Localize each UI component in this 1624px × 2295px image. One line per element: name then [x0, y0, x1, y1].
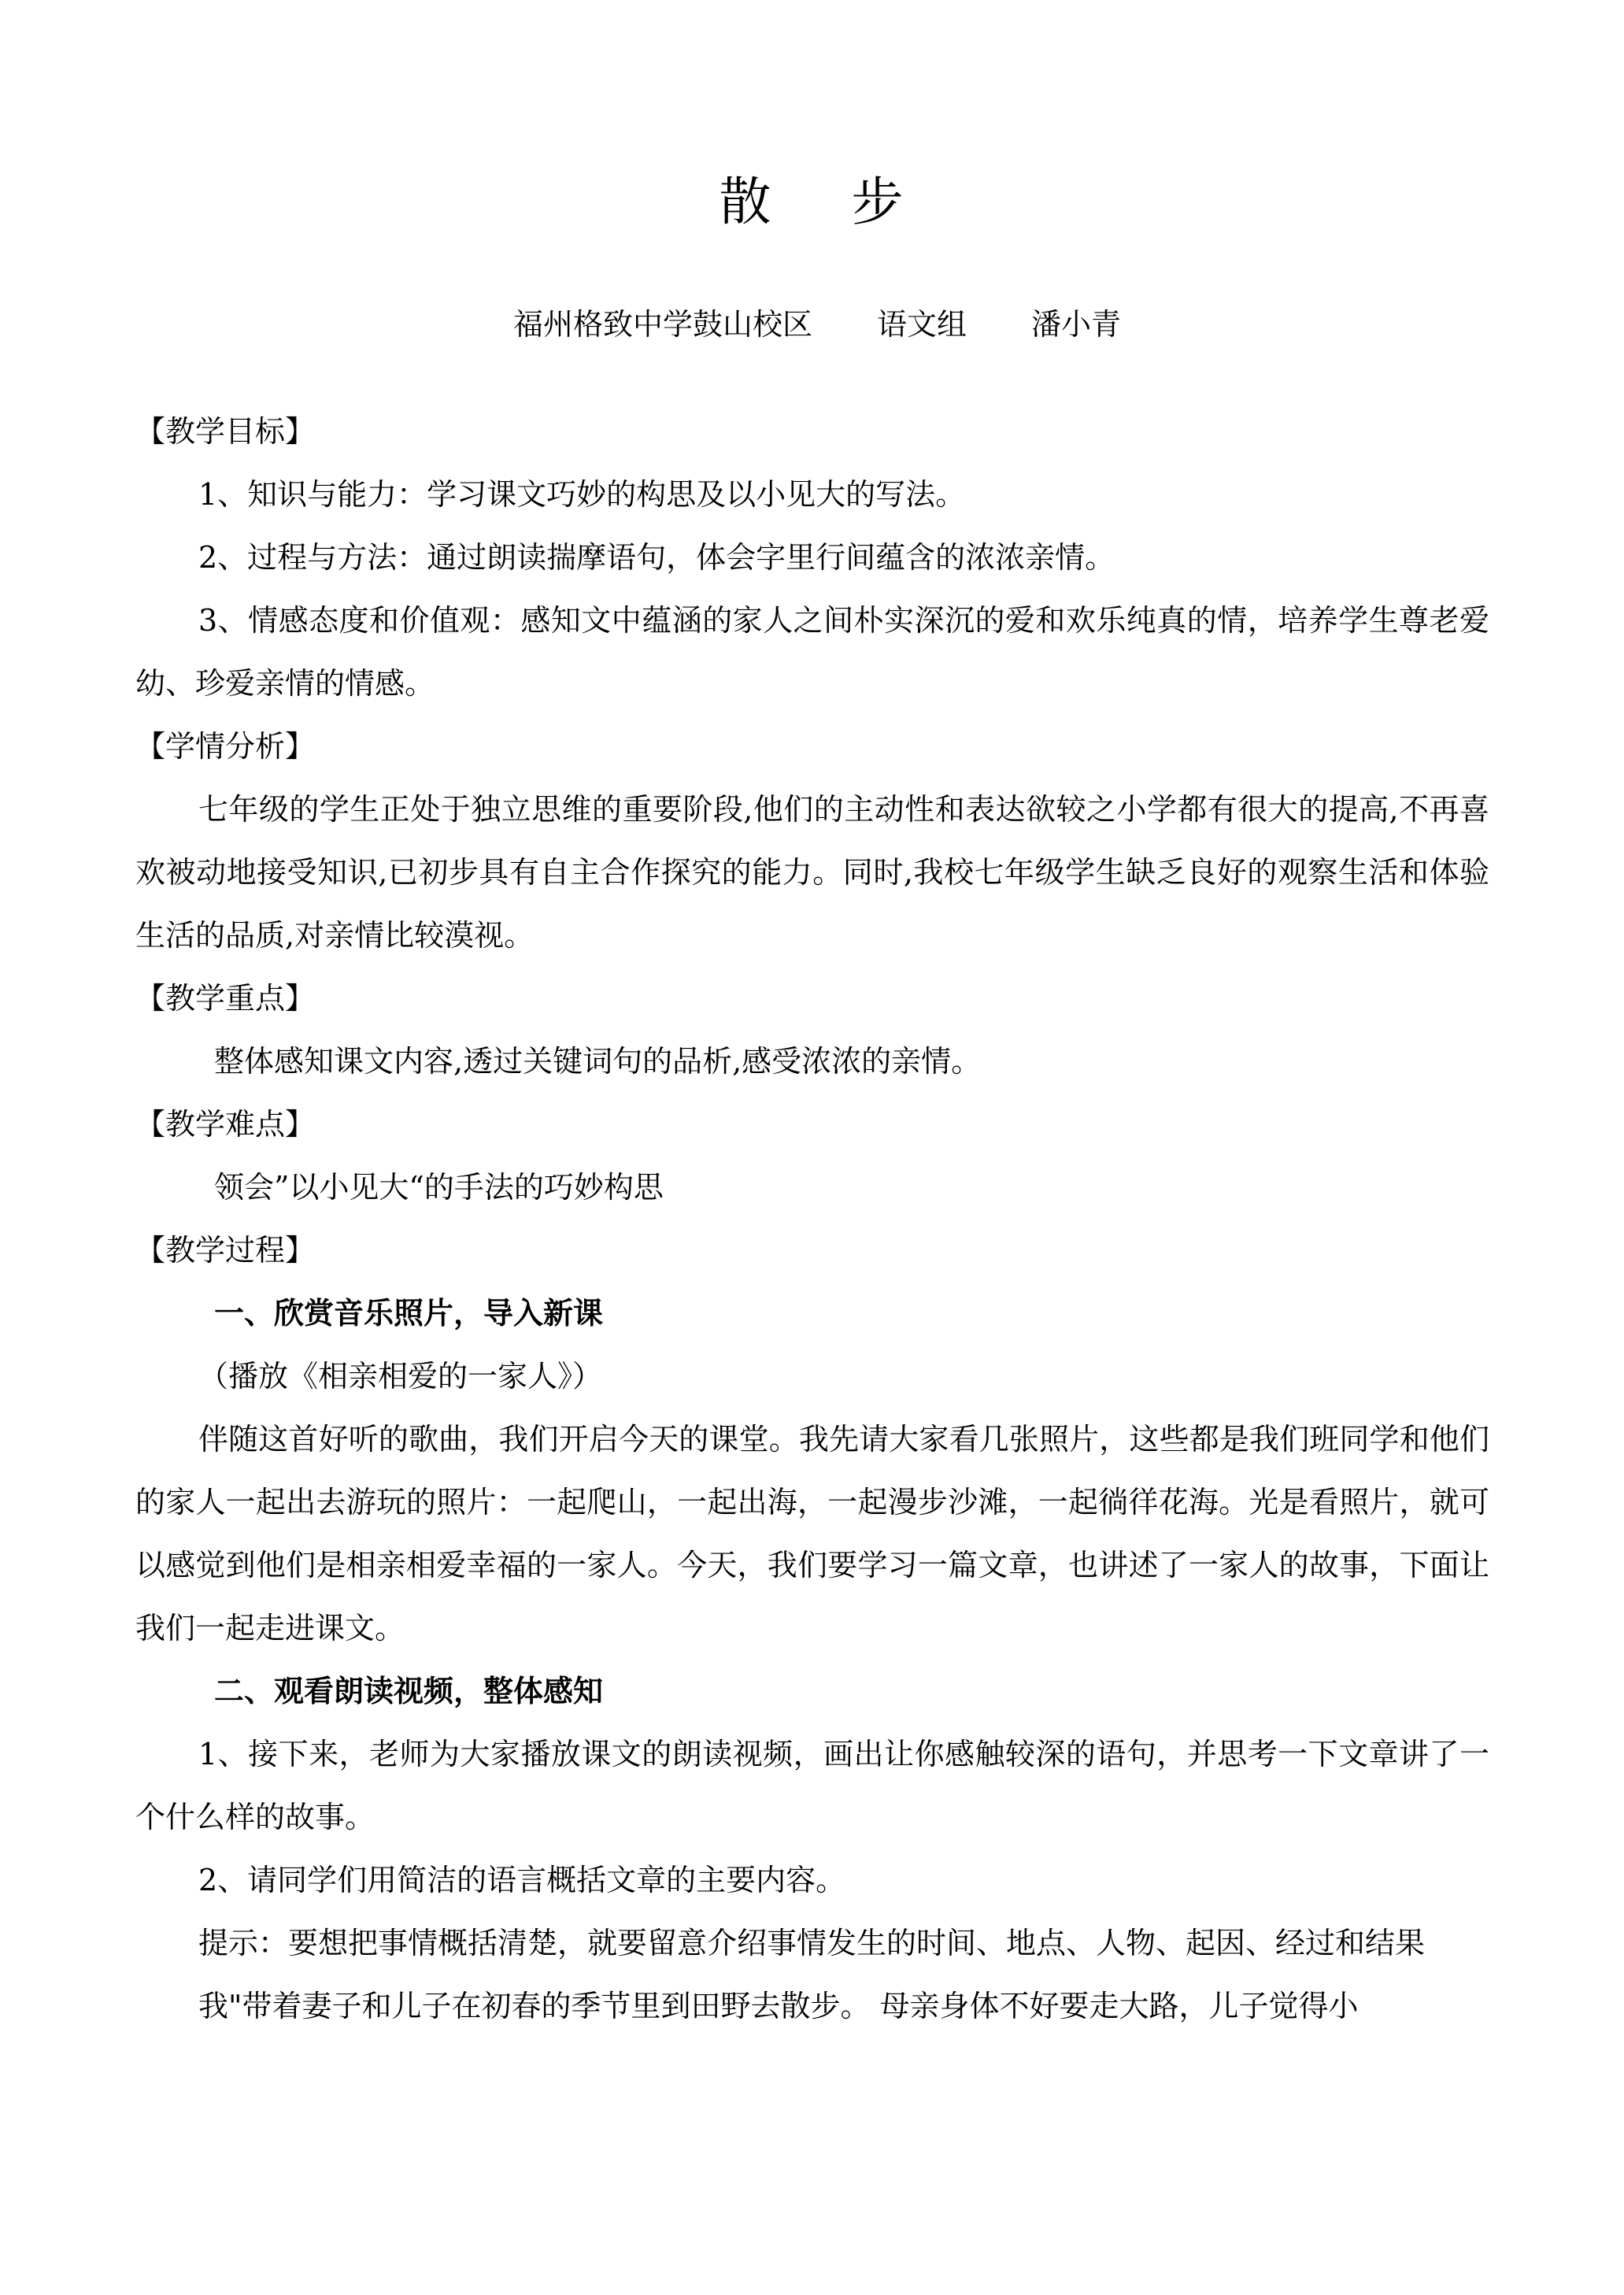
- step-2-summary: 我"带着妻子和儿子在初春的季节里到田野去散步。 母亲身体不好要走大路，儿子觉得小: [198, 1989, 1359, 2023]
- section-heading-analysis: 【学情分析】: [135, 729, 316, 764]
- key-point-text: 整体感知课文内容,透过关键词句的品析,感受浓浓的亲情。: [214, 1044, 982, 1079]
- step-2-item-1: 1、接下来，老师为大家播放课文的朗读视频，画出让你感触较深的语句，并思考一下文章讲了一个什么样的故事。: [135, 1737, 1489, 1834]
- step-2-item-2: 2、请同学们用简洁的语言概括文章的主要内容。: [198, 1863, 846, 1897]
- title-char-2: 步: [851, 172, 905, 232]
- section-heading-key-point: 【教学重点】: [135, 981, 316, 1016]
- analysis-text: 七年级的学生正处于独立思维的重要阶段,他们的主动性和表达欲较之小学都有很大的提高,不再喜欢被动地接受知识,已初步具有自主合作探究的能力。同时,我校七年级学生缺乏良好的观察生活和体验生活的品质,对亲情比较漠视。: [135, 792, 1489, 953]
- objective-item-3: 3、情感态度和价值观：感知文中蕴涵的家人之间朴实深沉的爱和欢乐纯真的情，培养学生尊老爱幼、珍爱亲情的情感。: [135, 603, 1489, 701]
- byline-author: 潘小青: [1031, 307, 1122, 342]
- page-title: [0, 167, 1624, 238]
- title-char-1: 散: [719, 172, 773, 232]
- objective-item-1: 1、知识与能力：学习课文巧妙的构思及以小见大的写法。: [198, 477, 966, 512]
- difficulty-text: 领会”以小见大“的手法的巧妙构思: [214, 1170, 664, 1205]
- document-body: [135, 400, 1489, 2038]
- byline-group: 语文组: [877, 307, 967, 342]
- step-1-title: 一、欣赏音乐照片，导入新课: [214, 1295, 604, 1331]
- byline-school: 福州格致中学鼓山校区: [513, 307, 813, 342]
- objective-item-2: 2、过程与方法：通过朗读揣摩语句，体会字里行间蕴含的浓浓亲情。: [198, 540, 1115, 575]
- step-2-hint: 提示：要想把事情概括清楚，就要留意介绍事情发生的时间、地点、人物、起因、经过和结果: [198, 1926, 1426, 1960]
- section-heading-process: 【教学过程】: [135, 1233, 316, 1268]
- byline: [513, 301, 1300, 348]
- step-2-title: 二、观看朗读视频，整体感知: [214, 1673, 604, 1708]
- step-1-note: （播放《相亲相爱的一家人》）: [198, 1359, 603, 1394]
- section-heading-objectives: 【教学目标】: [135, 414, 316, 449]
- step-1-text: 伴随这首好听的歌曲，我们开启今天的课堂。我先请大家看几张照片，这些都是我们班同学和他们的家人一起出去游玩的照片：一起爬山，一起出海，一起漫步沙滩，一起徜徉花海。光是看照片，就可以感觉到他们是相亲相爱幸福的一家人。今天，我们要学习一篇文章，也讲述了一家人的故事，下面让我们一起走进课文。: [135, 1422, 1489, 1645]
- section-heading-difficulty: 【教学难点】: [135, 1107, 316, 1142]
